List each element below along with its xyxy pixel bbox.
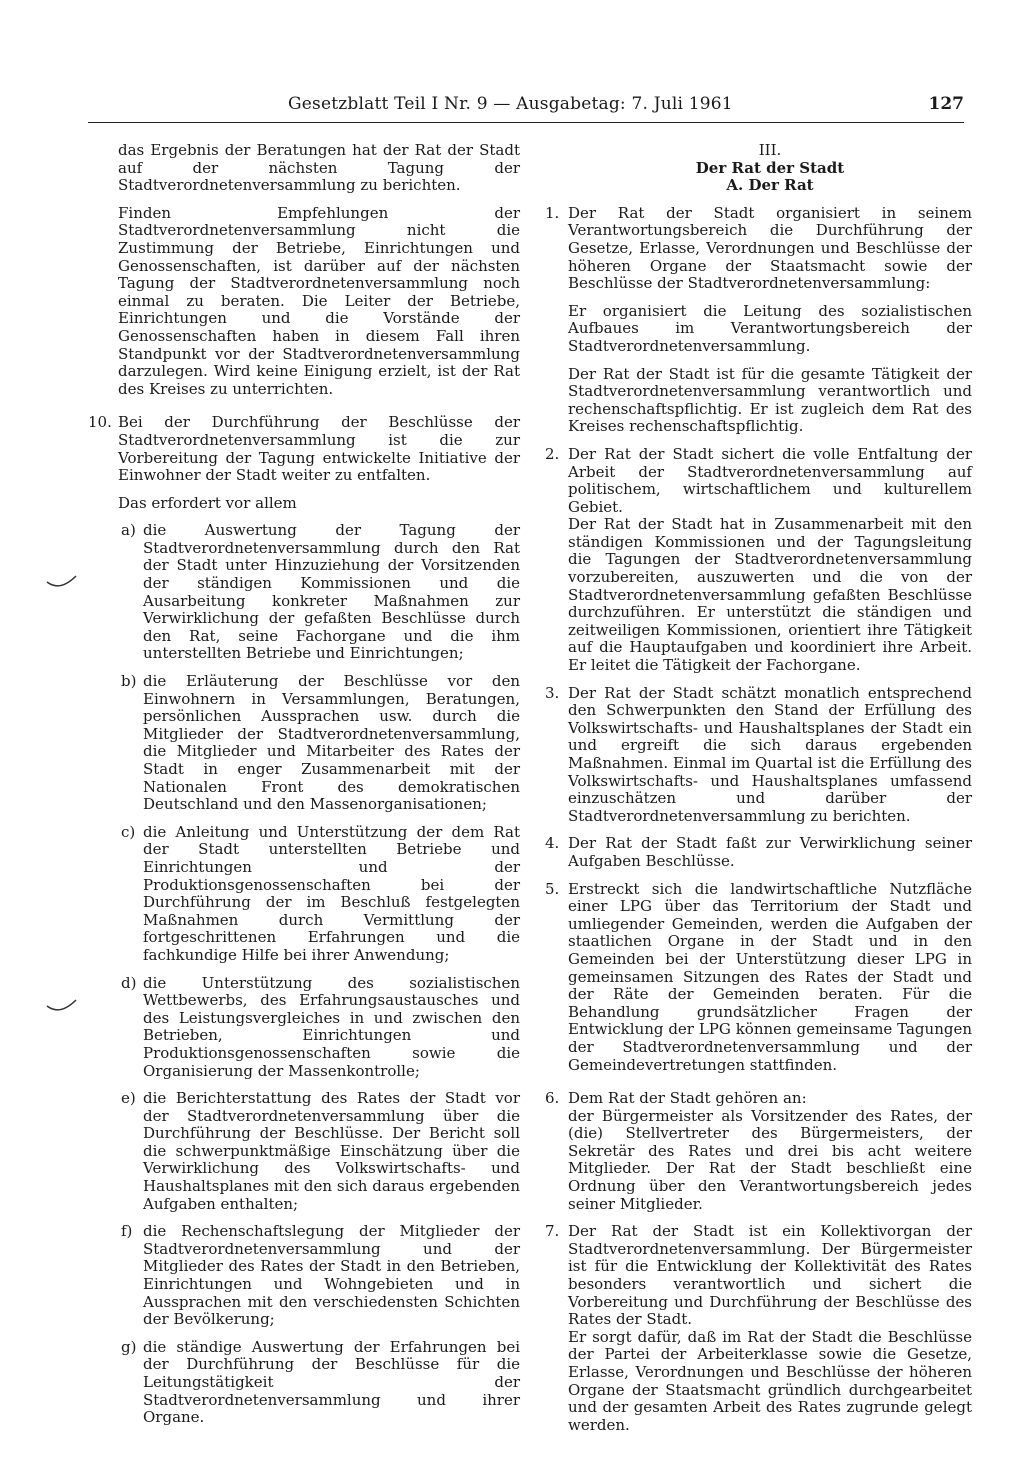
sub-item-b	[88, 673, 520, 814]
sub-item-text: die ständige Auswertung der Erfahrungen bei der Durchführung der Beschlüsse für die Leitungstätigkeit der Stadtverordnetenversammlung und ihrer Organe.	[143, 1337, 520, 1427]
section-title: Der Rat der Stadt	[695, 158, 845, 177]
margin-check-mark-icon	[44, 570, 84, 594]
sub-item-label: c)	[121, 822, 136, 841]
sub-item-text: die Unterstützung des sozialistischen Wettbewerbs, des Erfahrungsaustausches und des Leistungsvergleiches in und zwischen den Betrieben, Einrichtungen und Produktionsgenossenschaften sowie die Organisierung der Massenkontrolle;	[143, 973, 520, 1080]
item-6-paragraph-2: der Bürgermeister als Vorsitzender des Rates, der (die) Stellvertreter des Bürgermeisters, der Sekretär des Rates und drei bis acht weitere Mitglieder. Der Rat der Stadt beschließt eine Ordnung über den Verantwortungsbereich jedes seiner Mitglieder.	[568, 1106, 972, 1213]
item-10	[88, 414, 520, 484]
item-2	[540, 446, 972, 516]
item-1-paragraph-3: Der Rat der Stadt ist für die gesamte Tätigkeit der Stadtverordnetenversammlung verantwortlich und rechenschaftspflichtig. Er ist zugleich dem Rat des Kreises rechenschaftspflichtig.	[568, 364, 972, 436]
item-2-number: 2.	[545, 444, 560, 463]
item-5	[540, 881, 972, 1075]
page-header	[88, 94, 964, 123]
sub-item-label: b)	[121, 672, 137, 691]
item-6-number: 6.	[545, 1089, 560, 1108]
item-5-text: Erstreckt sich die landwirtschaftliche Nutzfläche einer LPG über das Territorium der Stadt und umliegender Gemeinden, werden die Aufgaben der staatlichen Organe in der Stadt und in den Gemeinden bei der Unterstützung dieser LPG in gemeinsamen Sitzungen des Rates der Stadt und der Räte der Gemeinden beraten. Für die Behandlung grundsätzlicher Fragen der Entwicklung der LPG können gemeinsame Tagungen der Stadtverordnetenversammlung und der Gemeindevertretungen stattfinden.	[568, 879, 972, 1074]
sub-item-label: d)	[121, 973, 137, 992]
section-numeral: III.	[758, 141, 782, 159]
item-7	[540, 1223, 972, 1329]
sub-item-label: f)	[121, 1222, 133, 1241]
item-7-number: 7.	[545, 1222, 560, 1241]
sub-item-text: die Berichterstattung des Rates der Stadt vor der Stadtverordnetenversammlung über die Durchführung der Beschlüsse. Der Bericht soll die schwerpunktmäßige Einschätzung über die Verwirklichung des Volkswirtschafts- und Haushaltsplanes mit den sich daraus ergebenden Aufgaben enthalten;	[143, 1089, 520, 1213]
sub-item-g	[88, 1339, 520, 1427]
subsection-title: A. Der Rat	[726, 176, 814, 195]
item-3	[540, 685, 972, 826]
right-column	[540, 142, 972, 1434]
sub-item-label: e)	[121, 1089, 136, 1108]
item-6	[540, 1090, 972, 1108]
left-column	[88, 142, 520, 1427]
item-7-paragraph-2: Er sorgt dafür, daß im Rat der Stadt die Beschlüsse der Partei der Arbeiterklasse sowie die Gesetze, Erlasse, Verordnungen und Beschlüsse der höheren Organe der Staatsmacht gründlich durchgearbeitet und der gesamten Arbeit des Rates zugrunde gelegt werden.	[568, 1327, 972, 1434]
sub-item-d	[88, 975, 520, 1081]
item-10-number: 10.	[88, 413, 112, 432]
item-4-text: Der Rat der Stadt faßt zur Verwirklichung seiner Aufgaben Beschlüsse.	[568, 834, 972, 870]
item-5-number: 5.	[545, 879, 560, 898]
margin-check-mark-icon	[44, 994, 84, 1018]
sub-item-text: die Rechenschaftslegung der Mitglieder der Stadtverordnetenversammlung und der Mitglieder des Rates der Stadt in den Betrieben, Einrichtungen und Wohngebieten und in Aussprachen mit den verschiedensten Schichten der Bevölkerung;	[143, 1222, 520, 1329]
item-2-paragraph-2: Der Rat der Stadt hat in Zusammenarbeit mit den ständigen Kommissionen und der Tagungsleitung die Tagungen der Stadtverordnetenversammlung vorzubereiten, auszuwerten und die von der Stadtverordnetenversammlung gefaßten Beschlüsse durchzuführen. Er unterstützt die ständigen und zeitweiligen Kommissionen, orientiert ihre Tätigkeit auf die Hauptaufgaben und koordiniert ihre Arbeit. Er leitet die Tätigkeit der Fachorgane.	[568, 515, 972, 675]
sub-item-f	[88, 1223, 520, 1329]
gazette-title: Gesetzblatt Teil I Nr. 9 — Ausgabetag: 7. Juli 1961	[288, 94, 733, 114]
sub-item-text: die Anleitung und Unterstützung der dem Rat der Stadt unterstellten Betriebe und Einrichtungen und der Produktionsgenossenschaften bei der Durchführung der im Beschluß festgelegten Maßnahmen durch Vermittlung der fortgeschrittenen Erfahrungen und die fachkundige Hilfe bei ihrer Anwendung;	[143, 822, 520, 964]
sub-item-text: die Erläuterung der Beschlüsse vor den Einwohnern in Versammlungen, Beratungen, persönlichen Aussprachen usw. durch die Mitglieder der Stadtverordnetenversammlung, die Mitglieder und Mitarbeiter des Rates der Stadt in enger Zusammenarbeit mit der Nationalen Front des demokratischen Deutschland und den Massenorganisationen;	[143, 672, 520, 814]
sub-item-c	[88, 824, 520, 965]
item-2-text: Der Rat der Stadt sichert die volle Entfaltung der Arbeit der Stadtverordnetenversammlung auf politischem, wirtschaftlichem und kulturellem Gebiet.	[568, 444, 972, 516]
sub-item-label: a)	[121, 521, 136, 540]
item-10-text: Bei der Durchführung der Beschlüsse der Stadtverordnetenversammlung ist die zur Vorbereitung der Tagung entwickelte Initiative der Einwohner der Stadt weiter zu entfalten.	[118, 413, 520, 485]
item-1-number: 1.	[545, 203, 560, 222]
sub-item-label: g)	[121, 1337, 137, 1356]
sub-item-e	[88, 1090, 520, 1213]
sub-item-text: die Auswertung der Tagung der Stadtverordnetenversammlung durch den Rat der Stadt unter Hinzuziehung der Vorsitzenden der ständigen Kommissionen und die Ausarbeitung konkreter Maßnahmen zur Verwirklichung der gefaßten Beschlüsse durch den Rat, seine Fachorgane und die ihm unterstellten Betriebe und Einrichtungen;	[143, 521, 520, 663]
item-4-number: 4.	[545, 834, 560, 853]
item-7-text: Der Rat der Stadt ist ein Kollektivorgan der Stadtverordnetenversammlung. Der Bürgermeister ist für die Entwicklung der Kollektivität des Rates besonders verantwortlich und sichert die Vorbereitung und Durchführung der Beschlüsse des Rates der Stadt.	[568, 1222, 972, 1329]
item-4	[540, 835, 972, 870]
sub-item-a	[88, 522, 520, 663]
item-3-text: Der Rat der Stadt schätzt monatlich entsprechend den Schwerpunkten den Stand der Erfüllung des Volkswirtschafts- und Haushaltsplanes der Stadt ein und ergreift die sich daraus ergebenden Maßnahmen. Einmal im Quartal ist die Erfüllung des Volkswirtschafts- und Haushaltsplanes umfassend einzuschätzen und darüber der Stadtverordnetenversammlung zu berichten.	[568, 683, 972, 825]
item-1-paragraph-2: Er organisiert die Leitung des sozialistischen Aufbaues im Verantwortungsbereich der Stadtverordnetenversammlung.	[568, 301, 972, 355]
recommendation-paragraph: Finden Empfehlungen der Stadtverordnetenversammlung nicht die Zustimmung der Betriebe, Einrichtungen und Genossenschaften, ist darüber auf der nächsten Tagung der Stadtverordnetenversammlung noch einmal zu beraten. Die Leiter der Betriebe, Einrichtungen und die Vorstände der Genossenschaften haben in diesem Fall ihren Standpunkt vor der Stadtverordnetenversammlung darzulegen. Wird keine Einigung erzielt, ist der Rat des Kreises zu unterrichten.	[118, 203, 520, 398]
page-number: 127	[928, 94, 964, 114]
item-1-text: Der Rat der Stadt organisiert in seinem Verantwortungsbereich die Durchführung der Gesetze, Erlasse, Verordnungen und Beschlüsse der höheren Organe der Staatsmacht sowie der Beschlüsse der Stadtverordnetenversammlung:	[568, 203, 972, 293]
lead-text: Das erfordert vor allem	[118, 493, 297, 512]
item-1	[540, 205, 972, 293]
item-6-text: Dem Rat der Stadt gehören an:	[568, 1089, 807, 1108]
item-3-number: 3.	[545, 683, 560, 702]
intro-paragraph: das Ergebnis der Beratungen hat der Rat der Stadt auf der nächsten Tagung der Stadtverordnetenversammlung zu berichten.	[118, 141, 520, 195]
